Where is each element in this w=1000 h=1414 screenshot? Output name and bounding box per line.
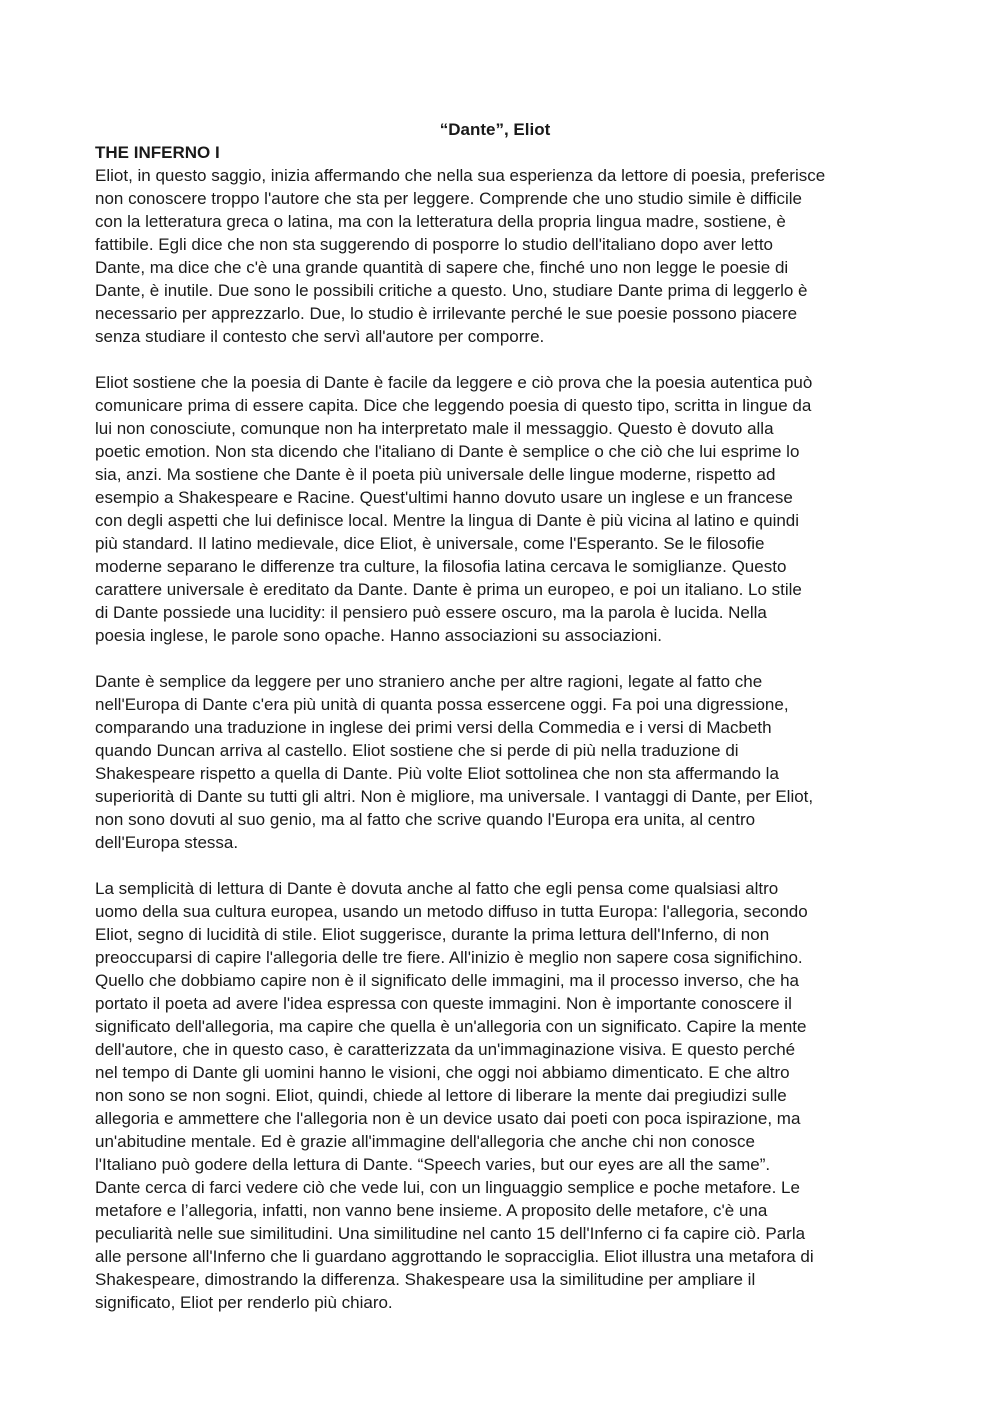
paragraph-line: Dante cerca di farci vedere ciò che vede lui, con un linguaggio semplice e poche metafore. Le [95, 1178, 800, 1197]
paragraph-line: nell'Europa di Dante c'era più unità di quanta possa essercene oggi. Fa poi una digressione, [95, 695, 789, 714]
paragraph-line: un'abitudine mentale. Ed è grazie all'immagine dell'allegoria che anche chi non conosce [95, 1132, 755, 1151]
paragraph-line: Dante, ma dice che c'è una grande quantità di sapere che, finché uno non legge le poesie di [95, 258, 789, 277]
paragraph-line: significato, Eliot per renderlo più chiaro. [95, 1293, 393, 1312]
paragraph [95, 877, 895, 1314]
paragraph-line: non sono dovuti al suo genio, ma al fatto che scrive quando l'Europa era unita, al centro [95, 810, 756, 829]
section-heading: THE INFERNO I [95, 143, 220, 162]
paragraph-line: Dante, è inutile. Due sono le possibili critiche a questo. Uno, studiare Dante prima di leggerlo è [95, 281, 808, 300]
paragraph [95, 670, 895, 854]
paragraph-line: comparando una traduzione in inglese dei primi versi della Commedia e i versi di Macbeth [95, 718, 772, 737]
paragraph-line: dell'Europa stessa. [95, 833, 239, 852]
paragraph-line: La semplicità di lettura di Dante è dovuta anche al fatto che egli pensa come qualsiasi altro [95, 879, 779, 898]
paragraph-line: non conoscere troppo l'autore che sta per leggere. Comprende che uno studio simile è difficile [95, 189, 802, 208]
paragraph [95, 164, 895, 348]
paragraph-line: Dante è semplice da leggere per uno straniero anche per altre ragioni, legate al fatto che [95, 672, 763, 691]
paragraph-line: peculiarità nelle sue similitudini. Una similitudine nel canto 15 dell'Inferno ci fa capire ciò. Parla [95, 1224, 806, 1243]
paragraph-line: Eliot, segno di lucidità di stile. Eliot suggerisce, durante la prima lettura dell'Inferno, di non [95, 925, 770, 944]
paragraph-line: fattibile. Egli dice che non sta suggerendo di posporre lo studio dell'italiano dopo aver letto [95, 235, 774, 254]
paragraph-line: Eliot sostiene che la poesia di Dante è facile da leggere e ciò prova che la poesia autentica può [95, 373, 813, 392]
paragraph-line: poesia inglese, le parole sono opache. Hanno associazioni su associazioni. [95, 626, 663, 645]
paragraph-line: senza studiare il contesto che servì all'autore per comporre. [95, 327, 545, 346]
paragraph-line: moderne separano le differenze tra culture, la filosofia latina cercava le somiglianze. Questo [95, 557, 787, 576]
paragraph-line: esempio a Shakespeare e Racine. Quest'ultimi hanno dovuto usare un inglese e un francese [95, 488, 793, 507]
paragraph-line: di Dante possiede una lucidity: il pensiero può essere oscuro, ma la parola è lucida. Nella [95, 603, 767, 622]
paragraph-line: non sono se non sogni. Eliot, quindi, chiede al lettore di liberare la mente dai pregiudizi sulle [95, 1086, 787, 1105]
paragraph-line: portato il poeta ad avere l'idea espressa con queste immagini. Non è importante conoscere il [95, 994, 792, 1013]
paragraph-line: necessario per apprezzarlo. Due, lo studio è irrilevante perché le sue poesie possono piacere [95, 304, 798, 323]
paragraph-line: Shakespeare rispetto a quella di Dante. Più volte Eliot sottolinea che non sta affermando la [95, 764, 779, 783]
paragraph-line: alle persone all'Inferno che li guardano aggrottando le sopracciglia. Eliot illustra una metafora di [95, 1247, 814, 1266]
paragraph-line: allegoria e ammettere che l'allegoria non è un device usato dai poeti con poca ispirazione, ma [95, 1109, 801, 1128]
paragraph-line: nel tempo di Dante gli uomini hanno le visioni, che oggi noi abbiamo dimenticato. E che altro [95, 1063, 790, 1082]
paragraph-line: lui non conosciute, comunque non ha interpretato male il messaggio. Questo è dovuto alla [95, 419, 774, 438]
paragraph-line: più standard. Il latino medievale, dice Eliot, è universale, come l'Esperanto. Se le filosofie [95, 534, 765, 553]
paragraph-line: carattere universale è ereditato da Dante. Dante è prima un europeo, e poi un italiano. Lo stile [95, 580, 802, 599]
paragraph-line: Shakespeare, dimostrando la differenza. Shakespeare usa la similitudine per ampliare il [95, 1270, 756, 1289]
paragraph-line: con degli aspetti che lui definisce local. Mentre la lingua di Dante è più vicina al latino e quindi [95, 511, 800, 530]
paragraph-line: l'Italiano può godere della lettura di Dante. “Speech varies, but our eyes are all the same”. [95, 1155, 771, 1174]
paragraph-line: sia, anzi. Ma sostiene che Dante è il poeta più universale delle lingue moderne, rispetto ad [95, 465, 776, 484]
paragraph-line: superiorità di Dante su tutti gli altri. Non è migliore, ma universale. I vantaggi di Dante, per Eliot, [95, 787, 814, 806]
paragraph-line: significato dell'allegoria, ma capire che quella è un'allegoria con un significato. Capire la mente [95, 1017, 807, 1036]
paragraph-line: preoccuparsi di capire l'allegoria delle tre fiere. All'inizio è meglio non sapere cosa significhino. [95, 948, 803, 967]
paragraph-line: con la letteratura greca o latina, ma con la letteratura della propria lingua madre, sostiene, è [95, 212, 786, 231]
paragraph-line: Quello che dobbiamo capire non è il significato delle immagini, ma il processo inverso, che ha [95, 971, 799, 990]
paragraph-line: dell'autore, che in questo caso, è caratterizzata da un'immaginazione visiva. E questo perché [95, 1040, 796, 1059]
document-title: “Dante”, Eliot [439, 120, 551, 139]
paragraph-line: Eliot, in questo saggio, inizia affermando che nella sua esperienza da lettore di poesia, preferisce [95, 166, 826, 185]
paragraph-line: poetic emotion. Non sta dicendo che l'italiano di Dante è semplice o che ciò che lui esprime lo [95, 442, 800, 461]
paragraph-line: comunicare prima di essere capita. Dice che leggendo poesia di questo tipo, scritta in lingue da [95, 396, 812, 415]
document-page [95, 118, 895, 1337]
paragraph-line: quando Duncan arriva al castello. Eliot sostiene che si perde di più nella traduzione di [95, 741, 739, 760]
document-body [95, 164, 895, 1314]
paragraph-line: uomo della sua cultura europea, usando un metodo diffuso in tutta Europa: l'allegoria, secondo [95, 902, 808, 921]
paragraph [95, 371, 895, 647]
paragraph-line: metafore e l’allegoria, infatti, non vanno bene insieme. A proposito delle metafore, c'è una [95, 1201, 768, 1220]
